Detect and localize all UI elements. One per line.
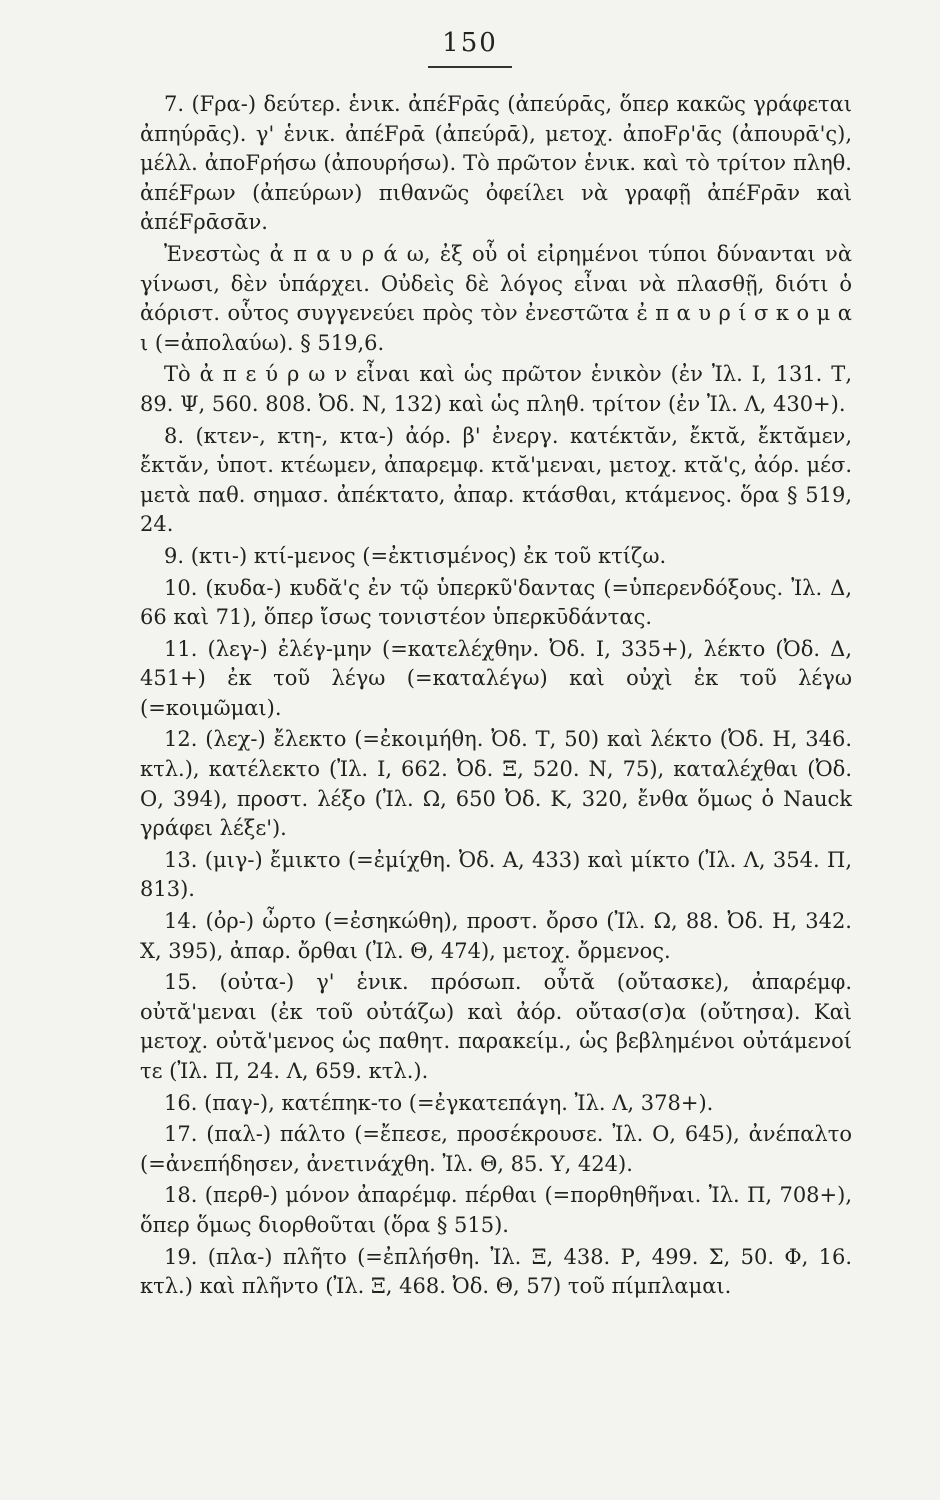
paragraph-16: 16. (παγ-), κατέπηκ-το (=ἐγκατεπάγη. Ἰλ. Λ, 378+). xyxy=(164,1090,714,1115)
paragraph-present-note: Ἐνεστὼς ἀ π α υ ρ ά ω, ἐξ οὗ οἱ εἰρημένοι τύποι δύνανται νὰ γίνωσι, δὲν ὑπάρχει. Οὐδεὶς δὲ λόγος εἶναι νὰ πλασθῇ, διότι ὁ ἀόριστ. οὗτος συγγενεύει πρὸς τὸν ἐνεστῶτα ἐ π α υ ρ ί σ κ ο μ α ι (=ἀπολαύω). § 519,6. xyxy=(140,241,852,355)
body-text xyxy=(140,90,852,1302)
paragraph-12: 12. (λεχ-) ἔλεκτο (=ἐκοιμήθη. Ὀδ. Τ, 50) καὶ λέκτο (Ὀδ. Η, 346. κτλ.), κατέλεκτο (Ἰλ. Ι, 662. Ὀδ. Ξ, 520. Ν, 75), καταλέχθαι (Ὀδ. Ο, 394), προστ. λέξο (Ἰλ. Ω, 650 Ὀδ. Κ, 320, ἔνθα ὅμως ὁ Nauck γράφει λέξε'). xyxy=(140,727,852,841)
paragraph-9: 9. (κτι-) κτί-μενος (=ἐκτισμένος) ἐκ τοῦ κτίζω. xyxy=(164,543,667,568)
paragraph-15: 15. (οὐτα-) γ' ἑνικ. πρόσωπ. οὖτᾰ (οὔτασκε), ἀπαρέμφ. οὐτᾰ'μεναι (ἐκ τοῦ οὐτάζω) καὶ ἀόρ. οὔτασ(σ)α (οὔτησα). Καὶ μετοχ. οὐτᾰ'μενος ὡς παθητ. παρακείμ., ὡς βεβλημένοι οὐτάμενοί τε (Ἰλ. Π, 24. Λ, 659. κτλ.). xyxy=(140,970,852,1083)
paragraph-10: 10. (κυδα-) κυδᾰ'ς ἐν τῷ ὑπερκῦ'δαντας (=ὑπερενδόξους. Ἰλ. Δ, 66 καὶ 71), ὅπερ ἴσως τονιστέον ὑπερκῡδάντας. xyxy=(140,575,852,630)
paragraph-11: 11. (λεγ-) ἐλέγ-μην (=κατελέχθην. Ὀδ. Ι, 335+), λέκτο (Ὀδ. Δ, 451+) ἐκ τοῦ λέγω (=καταλέγω) καὶ οὐχὶ ἐκ τοῦ λέγω (=κοιμῶμαι). xyxy=(140,636,852,720)
paragraph-14: 14. (ὀρ-) ὦρτο (=ἐσηκώθη), προστ. ὄρσο (Ἰλ. Ω, 88. Ὀδ. Η, 342. Χ, 395), ἀπαρ. ὄρθαι (Ἰλ. Θ, 474), μετοχ. ὄρμενος. xyxy=(140,909,852,963)
paragraph-apeuron-note: Τὸ ἀ π ε ύ ρ ω ν εἶναι καὶ ὡς πρῶτον ἑνικὸν (ἐν Ἰλ. Ι, 131. Τ, 89. Ψ, 560. 808. Ὀδ. Ν, 132) καὶ ὡς πληθ. τρίτον (ἐν Ἰλ. Λ, 430+). xyxy=(140,362,852,416)
paragraph-17: 17. (παλ-) πάλτο (=ἔπεσε, προσέκρουσε. Ἰλ. Ο, 645), ἀνέπαλτο (=ἀνεπήδησεν, ἀνετινάχθη. Ἰλ. Θ, 85. Υ, 424). xyxy=(140,1122,852,1176)
paragraph-13: 13. (μιγ-) ἔμικτο (=ἐμίχθη. Ὀδ. Α, 433) καὶ μίκτο (Ἰλ. Λ, 354. Π, 813). xyxy=(140,847,852,902)
paragraph-8: 8. (κτεν-, κτη-, κτα-) ἀόρ. β' ἐνεργ. κατέκτᾰν, ἔκτᾰ, ἔκτᾰμεν, ἔκτᾰν, ὑποτ. κτέωμεν, ἀπαρεμφ. κτᾰ'μεναι, μετοχ. κτᾰ'ς, ἀόρ. μέσ. μετὰ παθ. σημασ. ἀπέκτατο, ἀπαρ. κτάσθαι, κτάμενος. ὅρα § 519, 24. xyxy=(140,423,852,537)
header-rule xyxy=(428,66,512,68)
paragraph-7: 7. (Fρα-) δεύτερ. ἑνικ. ἀπέFρᾱς (ἀπεύρᾱς, ὅπερ κακῶς γράφεται ἀπηύρᾱς). γ' ἑνικ. ἀπέFρᾱ (ἀπεύρᾱ), μετοχ. ἀποFρ'ᾱς (ἀπουρᾱ'ς), μέλλ. ἀποFρήσω (ἀπουρήσω). Τὸ πρῶτον ἑνικ. καὶ τὸ τρίτον πληθ. ἀπέFρων (ἀπεύρων) πιθανῶς ὀφείλει νὰ γραφῇ ἀπέFρᾱν καὶ ἀπέFρᾱσᾱν. xyxy=(140,92,852,235)
page-number: 150 xyxy=(442,28,498,58)
paragraph-19: 19. (πλα-) πλῆτο (=ἐπλήσθη. Ἰλ. Ξ, 438. Ρ, 499. Σ, 50. Φ, 16. κτλ.) καὶ πλῆντο (Ἰλ. Ξ, 468. Ὀδ. Θ, 57) τοῦ πίμπλαμαι. xyxy=(140,1244,852,1299)
paragraph-18: 18. (περθ-) μόνον ἀπαρέμφ. πέρθαι (=πορθηθῆναι. Ἰλ. Π, 708+), ὅπερ ὅμως διορθοῦται (ὅρα § 515). xyxy=(140,1183,852,1237)
